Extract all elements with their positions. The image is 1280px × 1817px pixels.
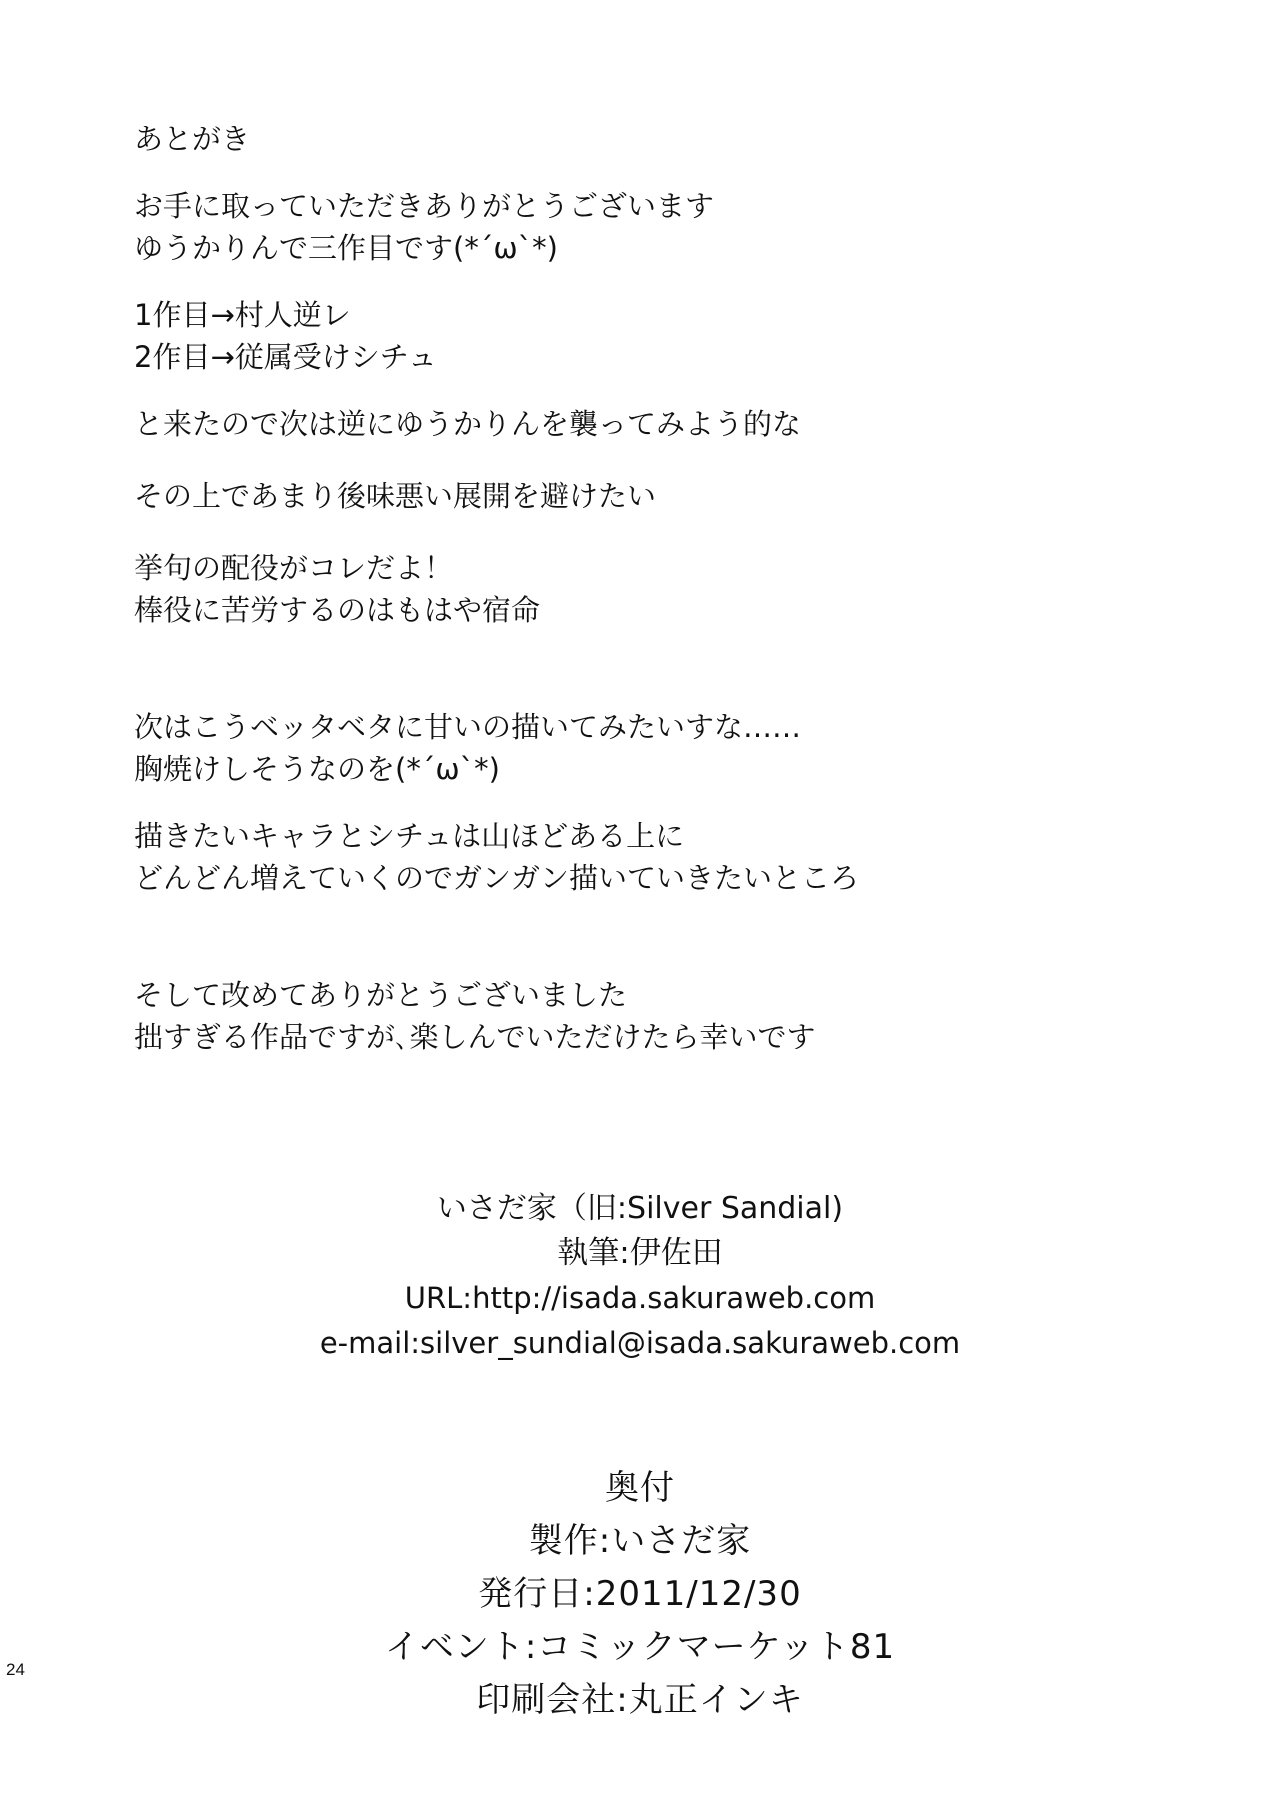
author-credit: 執筆:伊佐田: [557, 1235, 723, 1271]
production-credit: 製作:いさだ家: [528, 1521, 752, 1561]
text-line: 2作目→従属受けシチュ: [134, 340, 437, 374]
afterword-paragraph: [134, 475, 1134, 517]
printer-credit: 印刷会社:丸正インキ: [476, 1680, 804, 1720]
text-line: 棒役に苦労するのはもはや宿命: [134, 593, 541, 627]
colophon: [0, 1462, 1280, 1727]
text-line: 拙すぎる作品ですが､楽しんでいただけたら幸いです: [134, 1020, 816, 1054]
afterword-paragraph: [134, 403, 1134, 445]
afterword-paragraph: [134, 294, 1134, 378]
text-line: お手に取っていただきありがとうございます: [134, 189, 715, 223]
afterword-section: [134, 118, 1134, 1058]
afterword-title-para: [134, 118, 1134, 160]
release-date: 発行日:2011/12/30: [478, 1574, 802, 1614]
text-line: ゆうかりんで三作目です(*´ω`*): [134, 231, 558, 265]
text-line: その上であまり後味悪い展開を避けたい: [134, 479, 657, 513]
circle-name: いさだ家（旧:Silver Sandial): [436, 1191, 844, 1226]
afterword-paragraph: [134, 815, 1134, 899]
text-line: と来たので次は逆にゆうかりんを襲ってみよう的な: [134, 407, 802, 441]
afterword-paragraph: [134, 185, 1134, 269]
circle-credits: [0, 1186, 1280, 1366]
text-line: どんどん増えていくのでガンガン描いていきたいところ: [134, 861, 860, 895]
contact-email: e-mail:silver_sundial@isada.sakuraweb.com: [319, 1326, 961, 1360]
afterword-paragraph: [134, 974, 1134, 1058]
website-url: URL:http://isada.sakuraweb.com: [404, 1281, 876, 1315]
event-name: イベント:コミックマーケット81: [384, 1627, 896, 1667]
text-line: 描きたいキャラとシチュは山ほどある上に: [134, 819, 685, 853]
afterword-paragraph: [134, 706, 1134, 790]
text-line: 挙句の配役がコレだよ！: [134, 551, 454, 585]
afterword-paragraph: [134, 547, 1134, 631]
text-line: そして改めてありがとうございました: [134, 978, 628, 1012]
page-number: 24: [6, 1660, 25, 1679]
colophon-heading: 奥付: [605, 1468, 675, 1508]
text-line: 次はこうベッタベタに甘いの描いてみたいすな……: [134, 710, 802, 744]
text-line: 1作目→村人逆レ: [134, 298, 351, 332]
text-line: 胸焼けしそうなのを(*´ω`*): [134, 752, 500, 786]
afterword-title: あとがき: [134, 122, 251, 156]
